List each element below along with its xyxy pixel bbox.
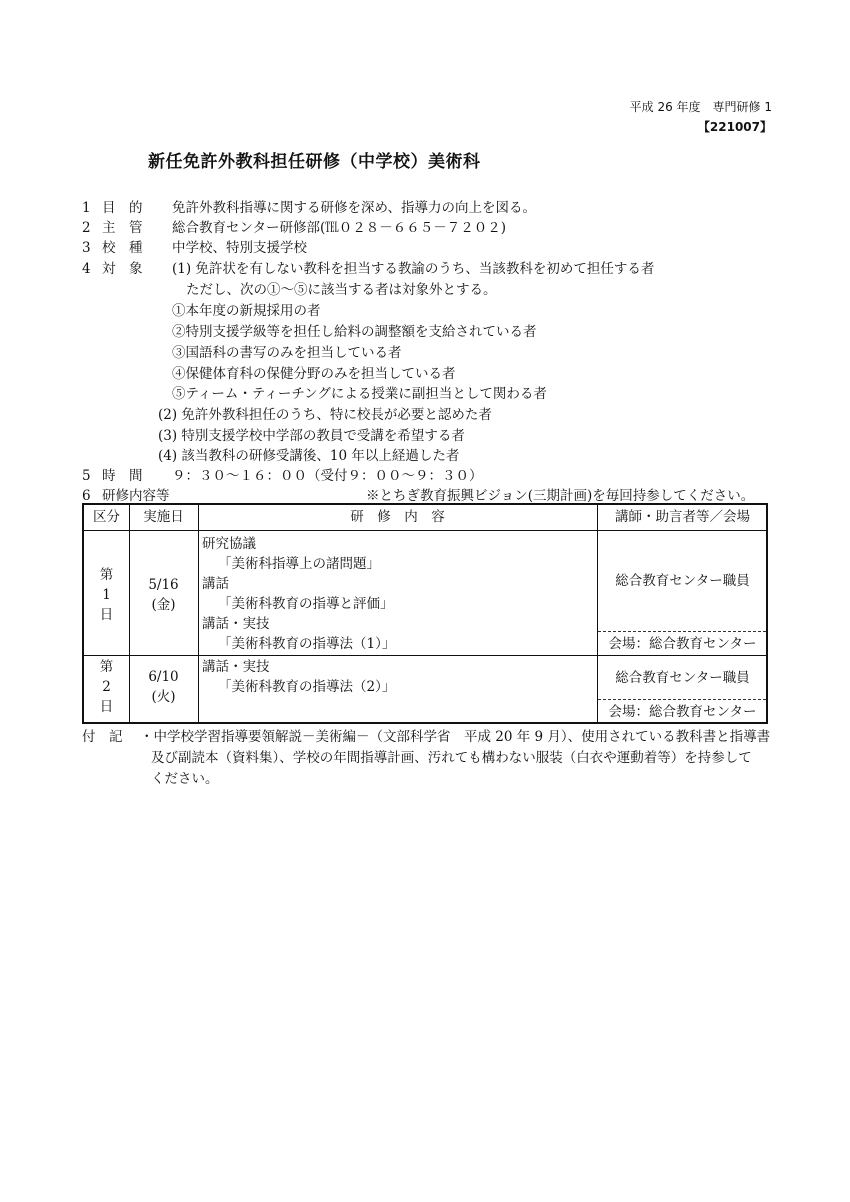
content-line: 研究協議	[202, 536, 256, 552]
header-division: 区分	[93, 509, 120, 525]
page-title: 新任免許外教科担任研修（中学校）美術科	[148, 152, 481, 172]
content-line: 「美術科教育の指導法（1）」	[218, 636, 396, 652]
header-date: 実施日	[143, 509, 184, 525]
table-row-day: 1	[102, 587, 111, 603]
target-note: ただし、次の①～⑤に該当する者は対象外とする。	[186, 282, 497, 298]
table-row-weekday: (金)	[151, 597, 176, 613]
notes-line: ・中学校学習指導要領解説－美術編－（文部科学省 平成 20 年 9 月）、使用されている教科書と指導書	[140, 729, 771, 745]
target-item-4: (4) 該当教科の研修受講後、10 年以上経過した者	[158, 448, 460, 464]
content-line: 講話・実技	[202, 616, 270, 632]
exclusion-item: ②特別支援学級等を担任し給料の調整額を支給されている者	[172, 324, 537, 340]
notes-line: 及び副読本（資料集）、学校の年間指導計画、汚れても構わない服装（白衣や運動着等）を持参して	[151, 750, 752, 766]
item-time: 5 時 間 ９：３０～１６：００（受付９：００～９：３０）	[82, 468, 483, 484]
content-line: 講話・実技	[202, 659, 270, 675]
exclusion-item: ①本年度の新規採用の者	[172, 303, 321, 319]
table-row-weekday: (火)	[151, 689, 176, 705]
target-item-3: (3) 特別支援学校中学部の教員で受講を希望する者	[158, 428, 465, 444]
notes-line: ください。	[151, 771, 219, 787]
table-row-date: 5/16	[148, 577, 179, 593]
schedule-table	[82, 503, 768, 724]
venue: 会場：総合教育センター	[608, 704, 757, 720]
notes-label: 付 記	[82, 729, 123, 745]
table-row-day: 第	[99, 567, 114, 583]
content-line: 講話	[202, 576, 229, 592]
table-row-day: 日	[99, 607, 114, 623]
content-line: 「美術科教育の指導と評価」	[218, 596, 394, 612]
table-row-date: 6/10	[148, 669, 179, 685]
header-content: 研 修 内 容	[350, 509, 445, 525]
item-content: 6 研修内容等	[82, 488, 170, 504]
lecturer: 総合教育センター職員	[615, 670, 750, 686]
target-item-2: (2) 免許外教科担任のうち、特に校長が必要と認めた者	[158, 407, 492, 423]
lecturer: 総合教育センター職員	[615, 573, 750, 589]
table-row-day: 日	[99, 699, 114, 715]
table-row-day: 2	[102, 679, 111, 695]
content-line: 「美術科指導上の諸問題」	[218, 556, 380, 572]
reminder-note: ※とちぎ教育振興ビジョン(三期計画)を毎回持参してください。	[366, 488, 755, 504]
exclusion-item: ③国語科の書写のみを担当している者	[172, 345, 402, 361]
table-row-day: 第	[99, 659, 114, 675]
exclusion-item: ④保健体育科の保健分野のみを担当している者	[172, 366, 456, 382]
item-target: 4 対 象 (1) 免許状を有しない教科を担当する教諭のうち、当該教科を初めて担任する者	[82, 261, 655, 277]
program-code: 【221007】	[697, 120, 772, 134]
item-purpose: 1 目 的 免許外教科指導に関する研修を深め、指導力の向上を図る。	[82, 200, 536, 216]
venue: 会場：総合教育センター	[608, 636, 757, 652]
item-management: 2 主 管 総合教育センター研修部(℡０２８－６６５－７２０２)	[82, 220, 506, 236]
exclusion-item: ⑤ティーム・ティーチングによる授業に副担当として関わる者	[172, 386, 547, 402]
item-school-type: 3 校 種 中学校、特別支援学校	[82, 240, 307, 256]
header-lecturer: 講師・助言者等／会場	[615, 509, 750, 525]
content-line: 「美術科教育の指導法（2）」	[218, 679, 396, 695]
program-label: 平成 26 年度 専門研修 1	[629, 100, 772, 114]
